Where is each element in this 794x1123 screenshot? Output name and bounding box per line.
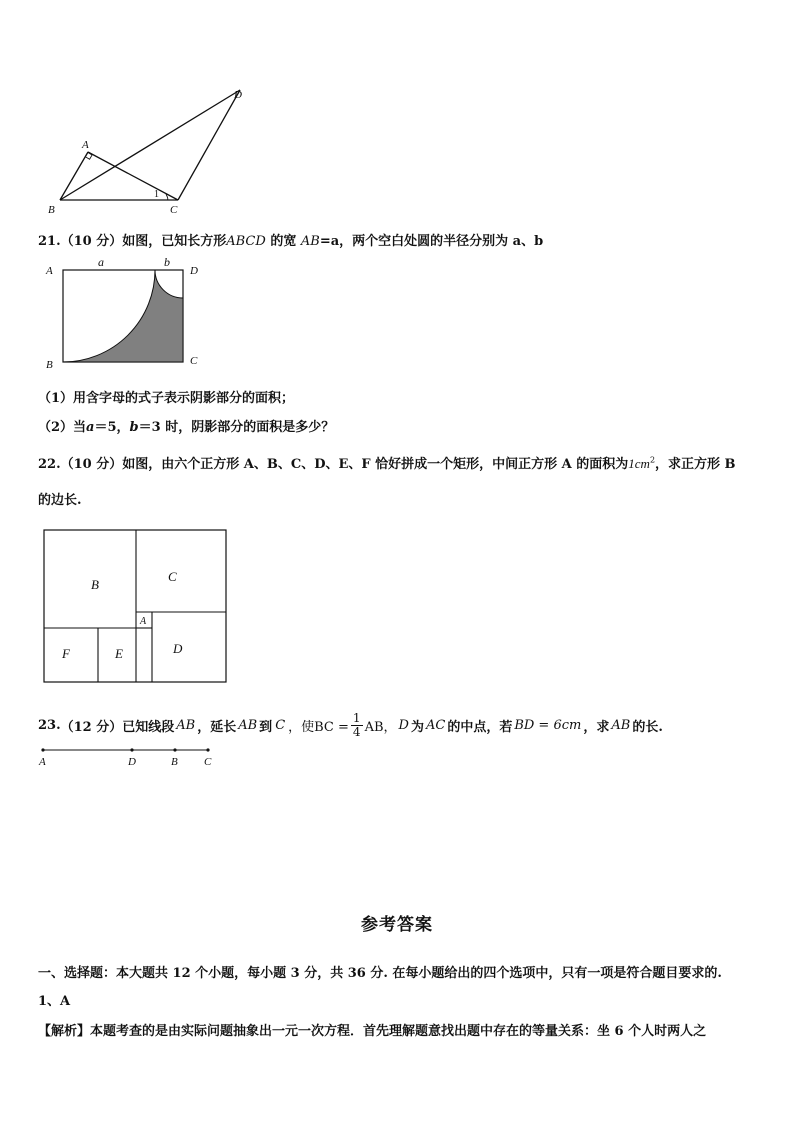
label-b: B <box>48 204 55 216</box>
square-d-label: D <box>173 641 183 656</box>
squares-figure <box>40 526 230 686</box>
q22-text: （10 分）如图，由六个正方形 A、B、C、D、E、F 恰好拼成一个矩形，中间正方形 A 的面积为 <box>60 457 629 472</box>
q23-ab-1: AB <box>176 718 196 733</box>
point-a <box>41 748 44 751</box>
q21-stem <box>38 230 543 249</box>
q22-unit-sup: 2 <box>649 455 656 465</box>
segment-ba <box>60 152 88 200</box>
label-d: D <box>234 89 242 101</box>
q23-frac-den: 4 <box>352 725 361 739</box>
rect-label-a: A <box>46 265 53 277</box>
point-d <box>130 748 133 751</box>
square-f-label: F <box>62 646 70 661</box>
q23-text-3: 到 <box>259 720 273 735</box>
q21-ab: AB <box>300 234 320 249</box>
q21-part2 <box>38 416 334 435</box>
q21-text-2: 的宽 <box>265 234 301 249</box>
shaded-region <box>63 270 183 362</box>
rect-label-b-lower: b <box>164 256 170 269</box>
q21-part2-eq2: ＝3 时，阴影部分的面积是多少？ <box>138 420 335 435</box>
number-line-figure <box>36 742 226 772</box>
q23-stem <box>38 712 663 739</box>
q23-text-7: 的中点，若 <box>447 720 513 735</box>
angle-1-label: 1 <box>154 189 159 200</box>
q21-text-3: =a，两个空白处圆的半径分别为 a、b <box>319 234 544 249</box>
q23-text-9: 的长. <box>632 720 663 735</box>
point-b <box>173 748 176 751</box>
q21-part2-a: a <box>86 420 95 435</box>
q22-line2: 的边长. <box>38 493 82 508</box>
rect-label-a-lower: a <box>98 256 104 269</box>
q23-text-6: 为 <box>410 720 424 735</box>
q23-text-1: （12 分）已知线段 <box>60 720 175 735</box>
square-e-label: E <box>115 646 123 661</box>
point-c <box>206 748 209 751</box>
line-label-a: A <box>39 756 46 768</box>
segment-cd <box>178 90 240 200</box>
answers-item1: 1、A <box>38 994 71 1009</box>
q21-text-1: （10 分）如图，已知长方形 <box>60 234 227 249</box>
square-b-label: B <box>91 577 99 592</box>
q21-part2-prefix: （2）当 <box>38 420 87 435</box>
answers-analysis: 【解析】本题考查的是由实际问题抽象出一元一次方程．首先理解题意找出题中存在的等量关系：坐 6 个人时两人之 <box>38 1024 707 1039</box>
rect-label-c: C <box>190 355 198 367</box>
q23-d: D <box>398 718 409 733</box>
q23-text-4: ，使BC = <box>288 720 349 735</box>
q21-part2-b: b <box>129 420 139 435</box>
rectangle-figure <box>40 256 210 376</box>
line-label-c: C <box>204 756 212 768</box>
q23-fraction <box>351 712 363 739</box>
q22-stem <box>38 453 736 472</box>
q23-ac: AC <box>425 718 446 733</box>
line-label-b: B <box>171 756 178 768</box>
q23-number: 23. <box>38 718 61 733</box>
q21-rect-name: ABCD <box>226 234 266 249</box>
q23-frac-num: 1 <box>352 711 361 725</box>
answers-title: 参考答案 <box>361 915 433 935</box>
q22-number: 22. <box>38 457 61 472</box>
q23-text-5: AB， <box>364 720 397 735</box>
q22-unit: 1cm <box>628 456 650 471</box>
q21-part2-eq1: ＝5， <box>94 420 130 435</box>
q22-tail: ，求正方形 B <box>655 457 736 472</box>
segment-ac <box>88 152 178 200</box>
label-c: C <box>170 204 178 216</box>
answers-section1: 一、选择题：本大题共 12 个小题，每小题 3 分，共 36 分. 在每小题给出的四个选项中，只有一项是符合题目要求的. <box>38 966 722 981</box>
q21-number: 21. <box>38 234 61 249</box>
q23-bd: BD = 6cm <box>514 718 582 733</box>
rect-label-b: B <box>46 359 53 371</box>
q23-text-8: ，求 <box>583 720 610 735</box>
q23-ab-2: AB <box>238 718 258 733</box>
triangle-figure <box>40 80 260 220</box>
square-a-label: A <box>140 616 147 627</box>
square-c-label: C <box>168 569 177 584</box>
outer-rectangle <box>44 530 226 682</box>
rect-label-d: D <box>190 265 198 277</box>
q23-ab-3: AB <box>611 718 631 733</box>
q21-part1: （1）用含字母的式子表示阴影部分的面积； <box>38 391 295 406</box>
label-a: A <box>82 139 89 151</box>
line-label-d: D <box>128 756 136 768</box>
q23-c: C <box>275 718 286 733</box>
q23-text-2: ，延长 <box>197 720 237 735</box>
